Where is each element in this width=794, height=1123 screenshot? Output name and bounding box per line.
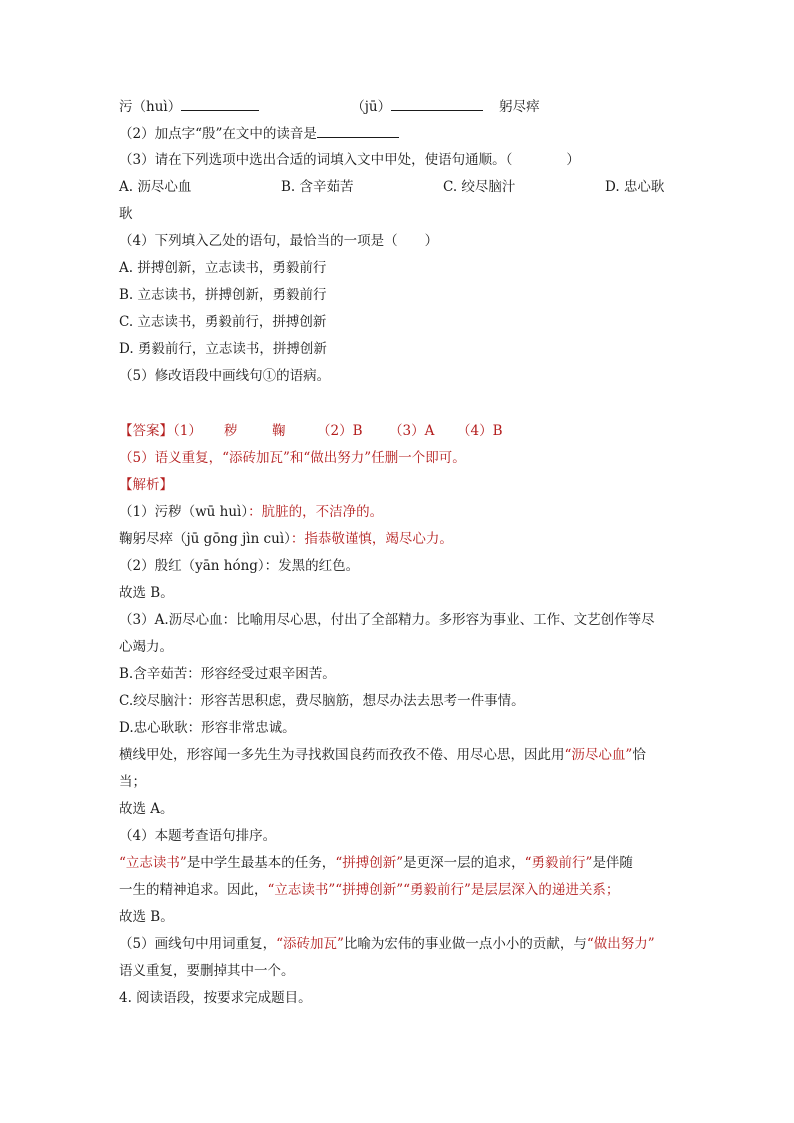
options-row	[119, 178, 665, 196]
option-a: A. 沥尽心血	[119, 179, 192, 195]
question-3: （3）请在下列选项中选出合适的词填入文中甲处，使语句通顺。（ ）	[119, 152, 580, 168]
answer-blank[interactable]	[391, 97, 483, 111]
analysis-line: （1）污秽（wū huì）：肮脏的，不洁净的。	[119, 504, 384, 520]
analysis-line: （4）本题考查语句排序。	[119, 828, 277, 844]
analysis-line: 一生的精神追求。因此，“立志读书”“拼搏创新”“勇毅前行”是层层深入的递进关系；	[119, 882, 620, 898]
analysis-line: 故选 B。	[119, 585, 174, 601]
next-question: 4. 阅读语段，按要求完成题目。	[119, 990, 312, 1006]
question-5: （5）修改语段中画线句①的语病。	[119, 368, 331, 384]
option-4c: C. 立志读书，勇毅前行，拼搏创新	[119, 314, 327, 330]
option-b: B. 含辛茹苦	[281, 179, 354, 195]
option-4d: D. 勇毅前行，立志读书，拼搏创新	[119, 341, 327, 357]
analysis-line: 当；	[119, 774, 146, 790]
analysis-line: 横线甲处，形容闻一多先生为寻找救国良药而孜孜不倦、用尽心思，因此用“沥尽心血”恰	[119, 747, 646, 763]
answer-blank[interactable]	[317, 124, 399, 138]
analysis-line: （3）A.沥尽心血：比喻用尽心思，付出了全部精力。多形容为事业、工作、文艺创作等尽	[119, 612, 655, 628]
pinyin-item-gong: 躬尽瘁	[499, 99, 540, 115]
analysis-line: 故选 B。	[119, 909, 174, 925]
option-d: D. 忠心耿	[605, 179, 665, 195]
analysis-line: 心竭力。	[119, 639, 173, 655]
analysis-line: B.含辛茹苦：形容经受过艰辛困苦。	[119, 666, 336, 682]
analysis-line: 语义重复，要删掉其中一个。	[119, 963, 295, 979]
question-2: （2）加点字“殷”在文中的读音是	[119, 124, 399, 143]
question-4: （4）下列填入乙处的语句，最恰当的一项是（ ）	[119, 233, 439, 249]
answer-tag: 【答案】（1）	[119, 423, 202, 439]
pinyin-item-wu: 污（huì）	[119, 99, 182, 115]
analysis-line: D.忠心耿耿：形容非常忠诚。	[119, 720, 296, 736]
answer-line: 【答案】（1） 秽 鞠 （2）B （3）A （4）B	[119, 423, 503, 439]
option-c: C. 绞尽脑汁	[443, 179, 516, 195]
analysis-line: C.绞尽脑汁：形容苦思积虑，费尽脑筋，想尽办法去思考一件事情。	[119, 693, 525, 709]
option-4b: B. 立志读书，拼搏创新，勇毅前行	[119, 287, 327, 303]
answer-line-5: （5）语义重复，“添砖加瓦”和“做出努力”任删一个即可。	[119, 450, 466, 466]
pinyin-line	[119, 97, 540, 116]
analysis-line: 故选 A。	[119, 801, 174, 817]
answer-blank[interactable]	[181, 97, 259, 111]
analysis-line: 鞠躬尽瘁（jū gōng jìn cuì）：指恭敬谨慎，竭尽心力。	[119, 531, 453, 547]
option-d-wrap: 耿	[119, 206, 133, 222]
analysis-line: “立志读书”是中学生最基本的任务，“拼搏创新”是更深一层的追求，“勇毅前行”是伴随	[119, 855, 633, 871]
pinyin-item-ju: （jū）	[351, 99, 392, 115]
analysis-line: （2）殷红（yān hóng）：发黑的红色。	[119, 558, 360, 574]
analysis-heading: 【解析】	[119, 477, 173, 493]
analysis-line: （5）画线句中用词重复，“添砖加瓦”比喻为宏伟的事业做一点小小的贡献，与“做出努力”	[119, 936, 655, 952]
option-4a: A. 拼搏创新，立志读书，勇毅前行	[119, 260, 327, 276]
